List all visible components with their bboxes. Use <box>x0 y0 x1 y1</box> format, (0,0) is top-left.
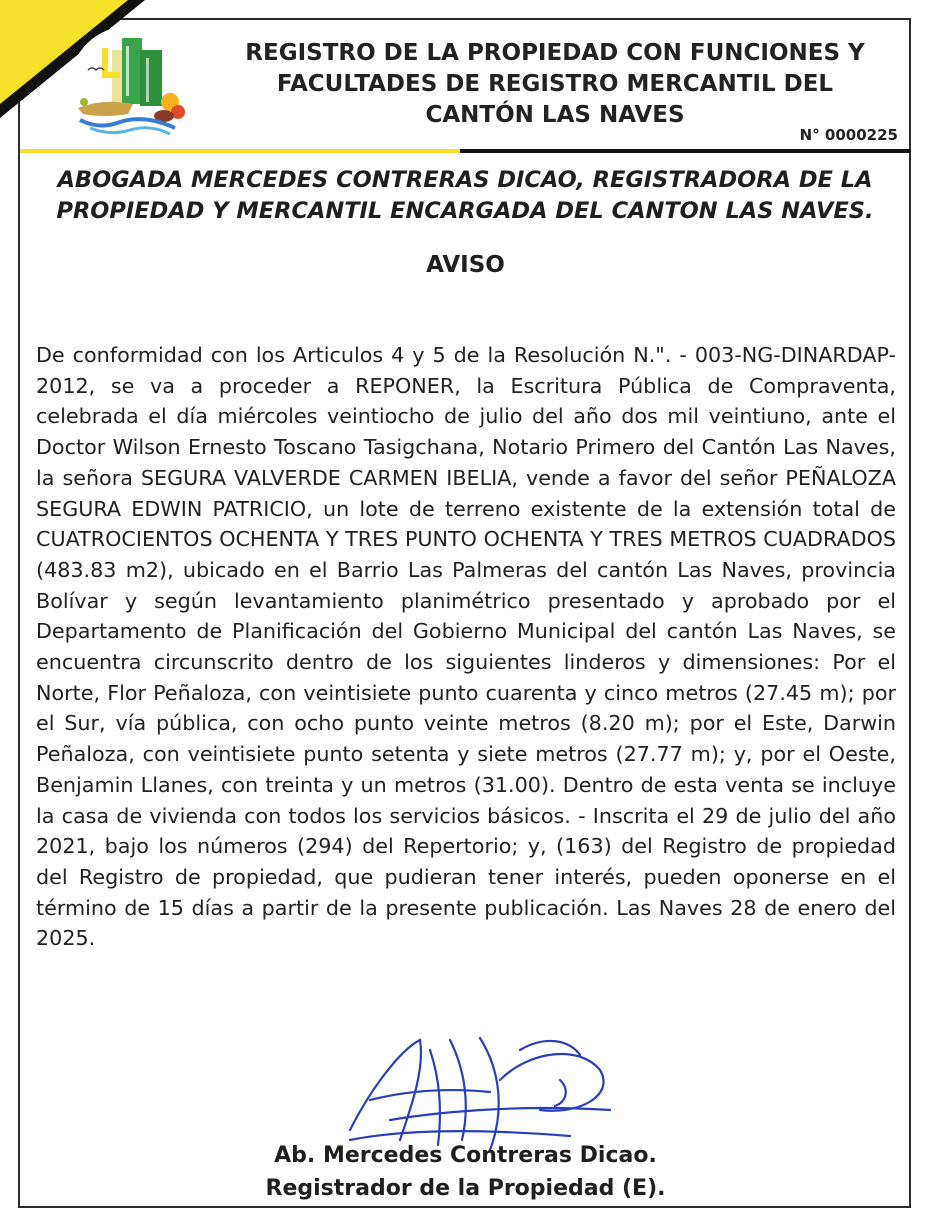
signer-name: Ab. Mercedes Contreras Dicao. <box>274 1143 657 1168</box>
issuer-subtitle <box>30 165 900 227</box>
notice-body: De conformidad con los Articulos 4 y 5 de la Resolución N.". - 003-NG-DINARDAP-2012, se va a proceder a REPONER, la Escritura Pública de Compraventa, celebrada el día miércoles veintiocho de julio del año dos mil veintiuno, ante el Doctor Wilson Ernesto Toscano Tasigchana, Notario Primero del Cantón Las Naves, la señora SEGURA VALVERDE CARMEN IBELIA, vende a favor del señor PEÑALOZA SEGURA EDWIN PATRICIO, un lote de terreno existente de la extensión total de CUATROCIENTOS OCHENTA Y TRES PUNTO OCHENTA Y TRES METROS CUADRADOS (483.83 m2), ubicado en el Barrio Las Palmeras del cantón Las Naves, provincia Bolívar y según levantamiento planimétrico presentado y aprobado por el Departamento de Planificación del Gobierno Municipal del cantón Las Naves, se encuentra circunscrito dentro de los siguientes linderos y dimensiones: Por el Norte, Flor Peñaloza, con veintisiete punto cuarenta y cinco metros (27.45 m); por el Sur, vía pública, con ocho punto veinte metros (8.20 m); por el Este, Darwin Peñaloza, con veintisiete punto setenta y siete metros (27.77 m); y, por el Oeste, Benjamin Llanes, con treinta y un metros (31.00). Dentro de esta venta se incluye la casa de vivienda con todos los servicios básicos. - Inscrita el 29 de julio del año 2021, bajo los números (294) del Repertorio; y, (163) del Registro de propiedad del Registro de propiedad, que pudieran tener interés, pueden oponerse en el término de 15 días a partir de la presente publicación. Las Naves 28 de enero del 2025. <box>36 343 896 951</box>
header-rule-yellow <box>20 149 460 153</box>
document-number: N° 0000225 <box>799 126 898 144</box>
signer-role: Registrador de la Propiedad (E). <box>265 1176 666 1201</box>
institution-logo-icon <box>60 20 200 145</box>
header-title-line: CANTÓN LAS NAVES <box>425 102 685 128</box>
notice-title: AVISO <box>426 252 505 278</box>
subtitle-line: PROPIEDAD Y MERCANTIL ENCARGADA DEL CANTON LAS NAVES. <box>56 198 874 224</box>
header-title <box>210 38 900 131</box>
signature-scribble-icon <box>330 1010 630 1160</box>
header-title-line: REGISTRO DE LA PROPIEDAD CON FUNCIONES Y <box>245 40 865 66</box>
subtitle-line: ABOGADA MERCEDES CONTRERAS DICAO, REGISTRADORA DE LA <box>57 167 873 193</box>
header-rule-black <box>460 149 910 153</box>
header-title-line: FACULTADES DE REGISTRO MERCANTIL DEL <box>276 71 834 97</box>
